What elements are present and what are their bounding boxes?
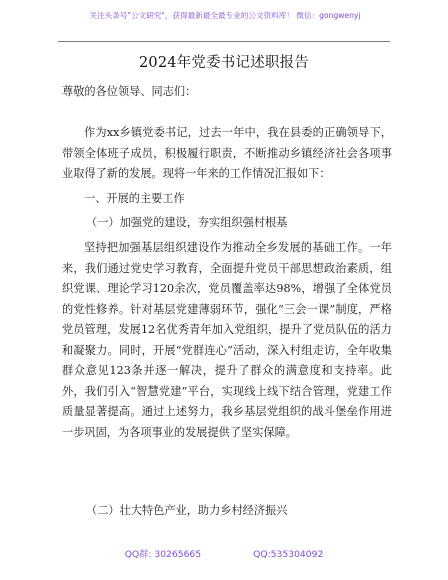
footer-contact <box>0 546 448 560</box>
subsection-1-paragraph: 坚持把加强基层组织建设作为推动全乡发展的基础工作。一年来，我们通过党史学习教育，全面提升党员干部思想政治素质，组织党课、理论学习120余次，党员覆盖率达98%，增强了全体党员的党性修养。针对基层党建薄弱环节，强化“三会一课”制度，严格党员管理，发展12名优秀青年加入党组织，提升了党员队伍的活力和凝聚力。同时，开展“党群连心”活动，深入村组走访，全年收集群众意见123条并逐一解决，提升了群众的满意度和支持率。此外，我们引入“智慧党建”平台，实现线上线下结合管理，党建工作质量显著提高。通过上述努力，我乡基层党组织的战斗堡垒作用进一步巩固，为各项事业的发展提供了坚实保障。 <box>62 241 392 439</box>
header-banner: 关注头条号"公文研究"，获得最新最全最专业的公文资料库！ 微信：gongwenyj <box>89 11 361 20</box>
footer-qq-number: QQ:535304092 <box>253 549 324 560</box>
intro-paragraph: 作为xx乡镇党委书记，过去一年中，我在县委的正确领导下，带领全体班子成员，积极履行职责，不断推动乡镇经济社会各项事业取得了新的发展。现将一年来的工作情况汇报如下： <box>62 126 392 180</box>
header-divider <box>58 41 390 42</box>
subsection-heading-2: （二）壮大特色产业，助力乡村经济振兴 <box>86 504 288 517</box>
document-title: 2024年党委书记述职报告 <box>138 55 309 71</box>
subsection-heading-1: （一）加强党的建设，夯实组织强村根基 <box>86 216 288 229</box>
section-heading-1: 一、开展的主要工作 <box>84 192 185 205</box>
footer-qq-group: QQ群: 30265665 <box>124 549 202 560</box>
salutation: 尊敬的各位领导、同志们： <box>62 85 197 98</box>
